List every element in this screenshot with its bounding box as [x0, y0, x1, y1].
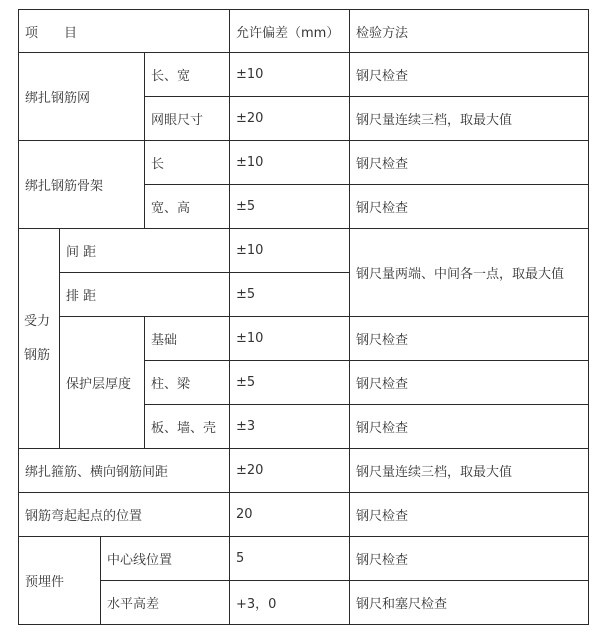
item-method: 钢尺检查: [350, 53, 589, 97]
item-name: 柱、梁: [145, 361, 230, 405]
item-tolerance: +3，0: [230, 581, 350, 625]
item-method: 钢尺检查: [350, 537, 589, 581]
group-cover: 保护层厚度: [60, 317, 145, 449]
item-method: 钢尺检查: [350, 185, 589, 229]
item-name: 基础: [145, 317, 230, 361]
item-name: 板、墙、壳: [145, 405, 230, 449]
item-method: 钢尺检查: [350, 405, 589, 449]
item-name: 水平高差: [101, 581, 230, 625]
table-row: [19, 229, 589, 273]
table-row: [19, 581, 589, 625]
group-rebar: [19, 229, 60, 449]
item-method: 钢尺和塞尺检查: [350, 581, 589, 625]
header-item: 项 目: [19, 10, 230, 53]
item-method: 钢尺量连续三档，取最大值: [350, 97, 589, 141]
item-tolerance: ±3: [230, 405, 350, 449]
item-tolerance: ±10: [230, 317, 350, 361]
group-rebar-line1: 受力: [24, 313, 51, 329]
item-tolerance: ±20: [230, 449, 350, 493]
item-method: 钢尺检查: [350, 317, 589, 361]
group-mesh: 绑扎钢筋网: [19, 53, 145, 141]
item-tolerance: ±10: [230, 53, 350, 97]
item-tolerance: ±5: [230, 185, 350, 229]
group-cage: 绑扎钢筋骨架: [19, 141, 145, 229]
item-name: 宽、高: [145, 185, 230, 229]
item-tolerance: 20: [230, 493, 350, 537]
item-method: 钢尺检查: [350, 141, 589, 185]
item-tolerance: ±5: [230, 361, 350, 405]
item-name: 网眼尺寸: [145, 97, 230, 141]
table-row: [19, 53, 589, 97]
item-name: 中心线位置: [101, 537, 230, 581]
item-name: 间 距: [60, 229, 230, 273]
table-row: [19, 537, 589, 581]
item-name: 长: [145, 141, 230, 185]
item-tolerance: ±20: [230, 97, 350, 141]
item-method: 钢尺检查: [350, 361, 589, 405]
item-name: 钢筋弯起起点的位置: [19, 493, 230, 537]
item-tolerance: ±10: [230, 141, 350, 185]
table-header-row: [19, 10, 589, 53]
group-embedded: 预埋件: [19, 537, 101, 625]
header-tolerance: 允许偏差（mm）: [230, 10, 350, 53]
item-name: 长、宽: [145, 53, 230, 97]
group-rebar-line2: 钢筋: [24, 347, 51, 363]
item-method: 钢尺检查: [350, 493, 589, 537]
table-row: [19, 493, 589, 537]
tolerance-table: [18, 9, 589, 625]
header-method: 检验方法: [350, 10, 589, 53]
table-row: [19, 449, 589, 493]
spacing-method: 钢尺量两端、中间各一点，取最大值: [350, 229, 589, 317]
table-row: [19, 317, 589, 361]
item-method: 钢尺量连续三档，取最大值: [350, 449, 589, 493]
item-tolerance: ±5: [230, 273, 350, 317]
item-tolerance: ±10: [230, 229, 350, 273]
item-name: 排 距: [60, 273, 230, 317]
item-name: 绑扎箍筋、横向钢筋间距: [19, 449, 230, 493]
table-row: [19, 141, 589, 185]
item-tolerance: 5: [230, 537, 350, 581]
